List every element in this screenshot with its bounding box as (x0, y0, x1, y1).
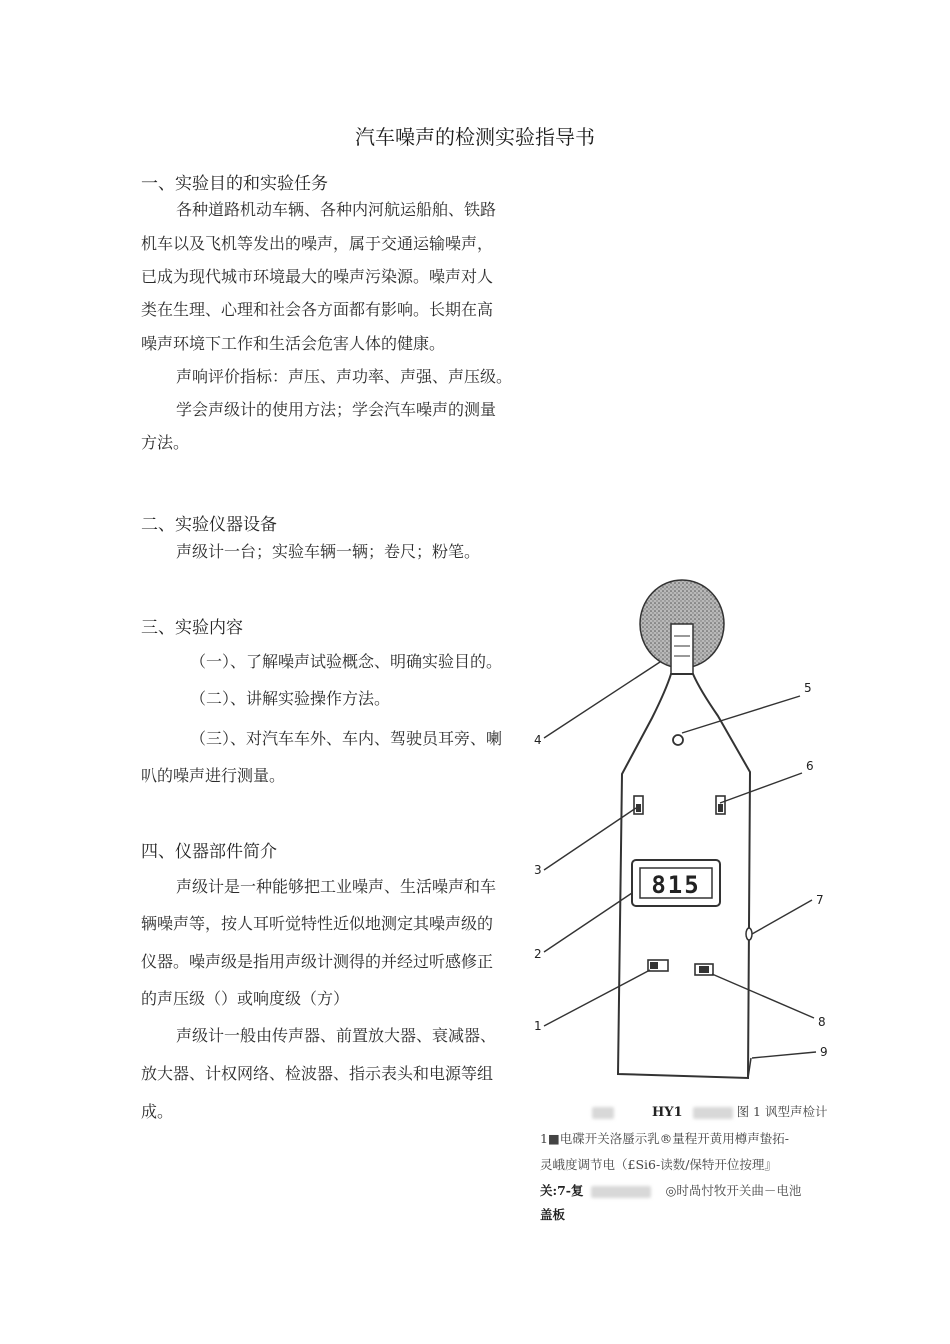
paragraph-line: 的声压级（）或响度级（方） (141, 989, 350, 1008)
callout-3: 3 (534, 863, 542, 877)
paragraph-line: 声响评价指标：声压、声功率、声强、声压级。 (176, 367, 513, 386)
section-heading-equipment: 二、实验仪器设备 (141, 515, 277, 535)
paragraph-line: 噪声环境下工作和生活会危害人体的健康。 (141, 334, 446, 353)
section-heading-components: 四、仪器部件简介 (141, 842, 277, 862)
section-heading-content: 三、实验内容 (141, 618, 243, 638)
sound-level-meter-figure (530, 578, 850, 1098)
list-item: （三）、对汽车车外、车内、驾驶员耳旁、喇 (190, 729, 503, 748)
sound-level-meter-diagram (530, 578, 850, 1098)
paragraph-line: 类在生理、心理和社会各方面都有影响。长期在高 (141, 300, 494, 319)
callout-5: 5 (804, 681, 812, 695)
callout-1: 1 (534, 1019, 542, 1033)
paragraph-line: 各种道路机动车辆、各种内河航运船舶、铁路 (176, 200, 497, 219)
list-item: （二）、讲解实验操作方法。 (190, 689, 391, 708)
display-reading: 815 (651, 871, 701, 899)
callout-6: 6 (806, 759, 814, 773)
paragraph-line: 机车以及飞机等发出的噪声，属于交通运输噪声， (141, 234, 494, 253)
caption-line-5: 盖板 (540, 1207, 566, 1222)
caption-blur (592, 1107, 614, 1119)
callout-9: 9 (820, 1045, 828, 1059)
paragraph-line: 放大器、计权网络、检波器、指示表头和电源等组 (141, 1064, 494, 1083)
caption-line-1 (592, 1102, 827, 1120)
paragraph-line: 学会声级计的使用方法；学会汽车噪声的测量 (176, 400, 497, 419)
caption-line-2: 1■电碟开关洛蜃示乳®量程开黄用樽声蛰拓- (540, 1131, 789, 1146)
list-item: 叭的噪声进行测量。 (141, 766, 286, 785)
caption-line-3: 灵峨度调节电（£Si6-读数/保特开位按理』 (540, 1157, 777, 1172)
paragraph-line: 声级计一台；实验车辆一辆；卷尺；粉笔。 (176, 542, 481, 561)
caption-line-4-start: 关:7-复 (540, 1183, 584, 1198)
caption-blur (591, 1186, 651, 1198)
caption-blur (693, 1107, 733, 1119)
caption-figure-title: 图 1 讽型声检计 (736, 1104, 828, 1119)
paragraph-line: 辆噪声等，按人耳听觉特性近似地测定其噪声级的 (141, 914, 494, 933)
caption-model: HY1 (651, 1105, 683, 1120)
section-heading-purpose: 一、实验目的和实验任务 (141, 174, 328, 194)
callout-4: 4 (534, 733, 542, 747)
paragraph-line: 方法。 (141, 433, 190, 452)
callout-7: 7 (816, 893, 824, 907)
list-item: （一）、了解噪声试验概念、明确实验目的。 (190, 652, 503, 671)
paragraph-line: 声级计一般由传声器、前置放大器、衰减器、 (176, 1026, 497, 1045)
microphone-stem (671, 624, 693, 674)
page-title: 汽车噪声的检测实验指导书 (355, 125, 595, 149)
caption-line-4 (540, 1181, 801, 1199)
paragraph-line: 成。 (141, 1102, 174, 1121)
paragraph-line: 已成为现代城市环境最大的噪声污染源。噪声对人 (141, 267, 494, 286)
callout-8: 8 (818, 1015, 826, 1029)
paragraph-line: 仪器。噪声级是指用声级计测得的并经过听感修正 (141, 952, 494, 971)
caption-line-4-end: ◎时咼忖牧开关曲－电池 (665, 1183, 802, 1198)
callout-2: 2 (534, 947, 542, 961)
indicator-light (673, 735, 683, 745)
paragraph-line: 声级计是一种能够把工业噪声、生活噪声和车 (176, 877, 497, 896)
